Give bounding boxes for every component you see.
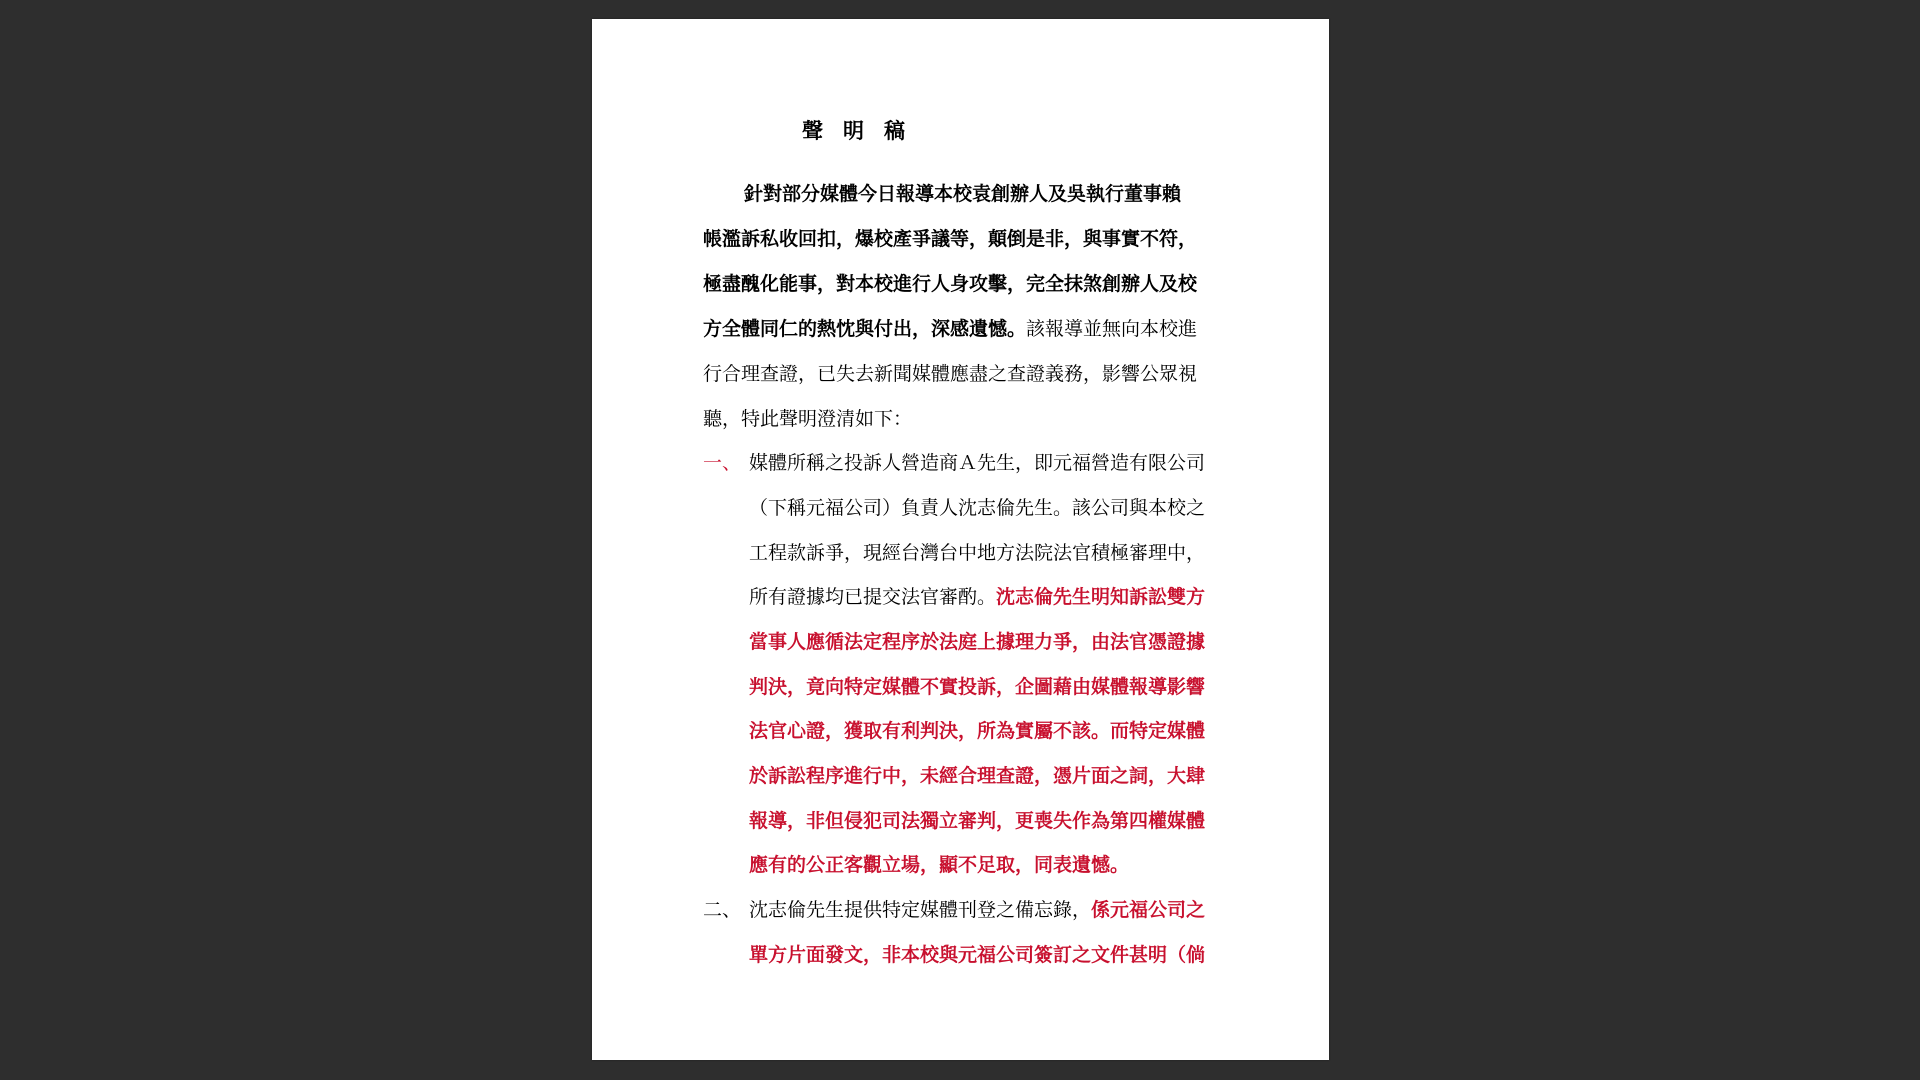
item-1-line-4 [749, 584, 1205, 610]
item-1-line-4-normal: 所有證據均已提交法官審酌。 [749, 586, 997, 608]
intro-line-5: 行合理查證，已失去新聞媒體應盡之查證義務，影響公眾視 [703, 363, 1198, 385]
item-2-line-1-red: 係元福公司之 [1091, 899, 1206, 921]
item-1-number: 一、 [703, 452, 742, 474]
intro-line-2: 帳濫訴私收回扣，爆校產爭議等，顛倒是非，與事實不符， [703, 228, 1198, 250]
intro-line-6: 聽，特此聲明澄清如下： [703, 408, 913, 430]
item-2-line-1-normal: 沈志倫先生提供特定媒體刊登之備忘錄， [749, 899, 1092, 921]
intro-line-4-normal: 該報導並無向本校進 [1026, 318, 1198, 340]
item-1-line-1: 媒體所稱之投訴人營造商Ａ先生，即元福營造有限公司 [749, 452, 1206, 474]
document-page [592, 19, 1329, 1060]
page-title: 聲明稿 [802, 118, 925, 143]
intro-line-1: 針對部分媒體今日報導本校袁創辦人及吳執行董事賴 [744, 183, 1182, 205]
intro-line-3: 極盡醜化能事，對本校進行人身攻擊，完全抹煞創辦人及校 [703, 273, 1198, 295]
item-1-line-7: 法官心證，獲取有利判決，所為實屬不該。而特定媒體 [749, 720, 1206, 742]
item-2-line-2: 單方片面發文，非本校與元福公司簽訂之文件甚明（倘 [749, 944, 1206, 966]
item-2-number: 二、 [703, 899, 742, 921]
item-1-line-2: （下稱元福公司）負責人沈志倫先生。該公司與本校之 [749, 497, 1206, 519]
item-1-line-9: 報導，非但侵犯司法獨立審判，更喪失作為第四權媒體 [749, 810, 1206, 832]
intro-line-4-bold: 方全體同仁的熱忱與付出，深感遺憾。 [703, 318, 1027, 340]
item-1-line-4-red: 沈志倫先生明知訴訟雙方 [996, 586, 1206, 608]
item-1-line-10: 應有的公正客觀立場，顯不足取，同表遺憾。 [749, 854, 1130, 876]
intro-line-4 [703, 316, 1197, 342]
item-2-line-1 [749, 897, 1205, 923]
item-1-line-8: 於訴訟程序進行中，未經合理查證，憑片面之詞，大肆 [749, 765, 1206, 787]
item-1-line-3: 工程款訴爭，現經台灣台中地方法院法官積極審理中， [749, 542, 1206, 564]
item-1-line-6: 判決，竟向特定媒體不實投訴，企圖藉由媒體報導影響 [749, 676, 1206, 698]
item-1-line-5: 當事人應循法定程序於法庭上據理力爭，由法官憑證據 [749, 631, 1206, 653]
